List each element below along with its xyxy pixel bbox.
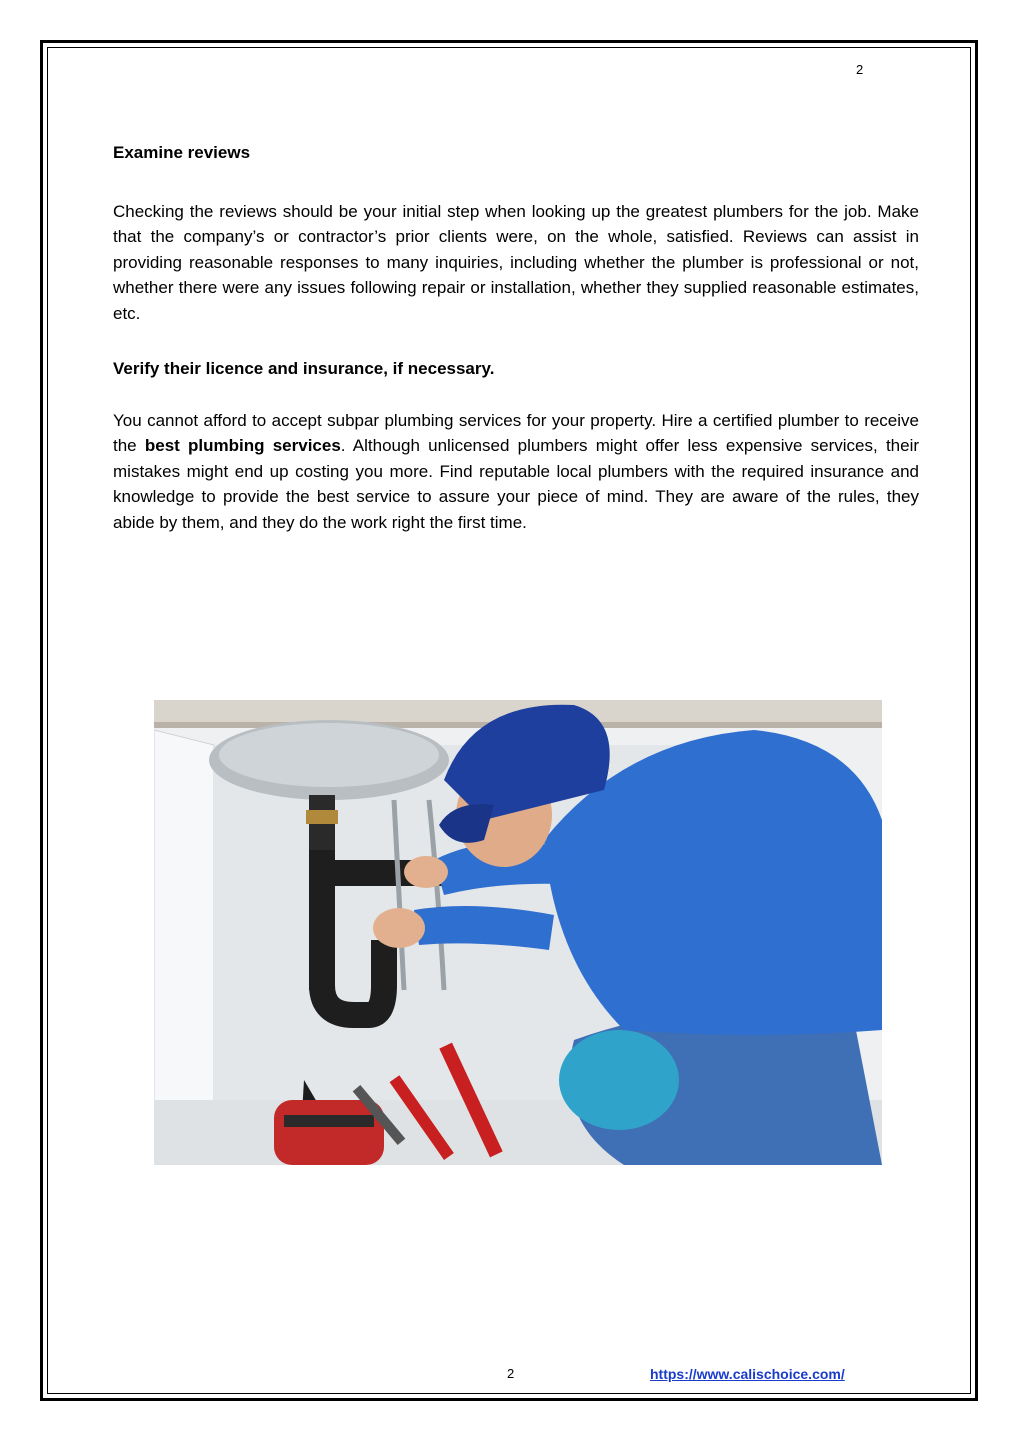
heading-examine-reviews: Examine reviews xyxy=(113,143,251,162)
page-number-top: 2 xyxy=(856,62,864,77)
section-reviews xyxy=(113,199,919,326)
page-number-bottom: 2 xyxy=(507,1366,515,1381)
footer-website-link[interactable]: https://www.calischoice.com/ xyxy=(650,1366,845,1382)
section-licence xyxy=(113,408,919,535)
paragraph-licence-start: You cannot afford to accept subpar plumbing services for your property. Hire a certified plumber to receive the xyxy=(113,411,919,456)
paragraph-licence xyxy=(113,408,919,535)
heading-verify-licence: Verify their licence and insurance, if necessary. xyxy=(113,359,495,378)
paragraph-licence-end: . Although unlicensed plumbers might offer less expensive services, their mistakes might end up costing you more. Find reputable local plumbers with the required insurance and knowledge to provide the best service to assure your piece of mind. They are aware of the rules, they abide by them, and they do the work right the first time. xyxy=(113,436,920,532)
plumber-photo xyxy=(154,700,882,1165)
bold-best-plumbing-services: best plumbing services xyxy=(144,436,341,456)
paragraph-reviews: Checking the reviews should be your initial step when looking up the greatest plumbers for the job. Make that the company’s or contractor’s prior clients were, on the whole, satisfied. Reviews can assist in providing reasonable responses to many inquiries, including whether the plumber is professional or not, whether there were any issues following repair or installation, whether they supplied reasonable estimates, etc. xyxy=(113,202,919,323)
